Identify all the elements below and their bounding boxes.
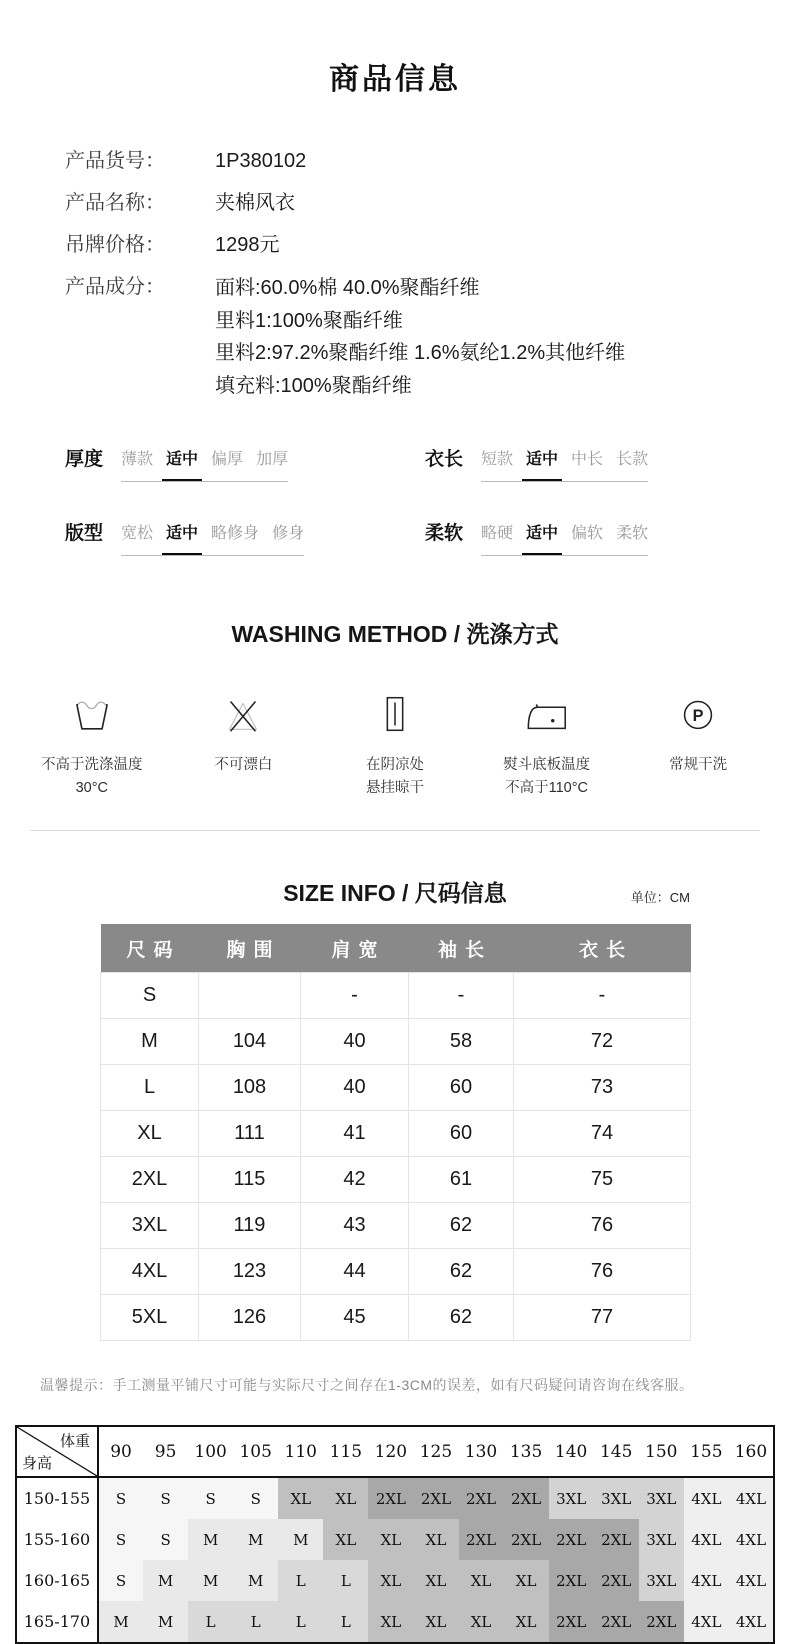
- height-weight-size-chart: [15, 1425, 775, 1644]
- size-row-4xl: 4XL 123 44 62 76: [101, 1249, 691, 1295]
- product-name-row: [65, 188, 790, 219]
- attr-option-selected: 适中: [166, 522, 198, 546]
- attr-softness: [425, 522, 648, 556]
- section-divider: [30, 830, 760, 831]
- attr-option: 宽松: [121, 525, 154, 542]
- dry-clean-icon: [675, 691, 721, 737]
- washing-item-iron: [471, 691, 623, 800]
- attr-fit: [65, 522, 425, 556]
- product-info-section: [65, 146, 790, 402]
- corner-cell: [16, 1426, 98, 1477]
- attr-option: 长款: [616, 451, 649, 468]
- measurement-note: 温馨提示：手工测量平铺尺寸可能与实际尺寸之间存在1-3CM的误差，如有尺码疑问请咨询在线客服。: [40, 1377, 694, 1393]
- size-row-l: L 108 40 60 73: [101, 1065, 691, 1111]
- attr-option: 加厚: [256, 451, 289, 468]
- attr-thickness: [65, 448, 425, 482]
- size-unit-label: 单位：CM: [630, 890, 690, 905]
- wash-basin-icon: [69, 691, 115, 737]
- product-code-row: [65, 146, 790, 177]
- attr-option: 短款: [481, 451, 514, 468]
- attr-option: 偏软: [571, 525, 604, 542]
- product-code-value: 1P380102: [215, 150, 307, 172]
- size-info-header: [0, 875, 790, 908]
- product-composition-label: 产品成分：: [65, 276, 165, 298]
- composition-line: 面料:60.0%棉 40.0%聚酯纤维: [215, 277, 480, 299]
- scale-underline: [121, 555, 304, 556]
- col-sleeve: 袖长: [409, 924, 514, 973]
- size-info-title: SIZE INFO / 尺码信息: [283, 880, 507, 906]
- iron-temp-icon: [524, 691, 570, 737]
- washing-item-label: 在阴凉处 悬挂晾干: [365, 757, 424, 796]
- attr-option: 偏厚: [211, 451, 244, 468]
- size-row-s: S - - -: [101, 973, 691, 1019]
- svg-text:P: P: [692, 707, 704, 726]
- product-name-label: 产品名称：: [65, 192, 165, 214]
- attr-option: 中长: [571, 451, 604, 468]
- scale-underline: [481, 481, 648, 482]
- scale-underline: [481, 555, 648, 556]
- size-table: [100, 924, 691, 1341]
- corner-height-label: 身高: [22, 1454, 53, 1472]
- size-row-2xl: 2XL 115 42 61 75: [101, 1157, 691, 1203]
- product-name-value: 夹棉风衣: [215, 192, 295, 214]
- attr-garment-length-label: 衣长: [425, 449, 464, 470]
- washing-item-dryclean: [622, 691, 774, 800]
- matrix-row-165-170: 165-170 M M L L L L XL XL XL XL 2XL 2XL 2XL 4XL 4XL: [16, 1601, 774, 1643]
- attributes-section: [65, 448, 725, 556]
- product-price-row: [65, 230, 790, 261]
- attr-option: 修身: [272, 525, 305, 542]
- attr-option: 略修身: [211, 525, 260, 542]
- attr-fit-scale: [121, 522, 304, 556]
- matrix-row-150-155: 150-155 S S S S XL XL 2XL 2XL 2XL 2XL 3XL 3XL 3XL 4XL 4XL: [16, 1477, 774, 1519]
- attr-row-2: [65, 522, 725, 556]
- washing-item-label: 熨斗底板温度 不高于110°C: [503, 757, 591, 796]
- hang-dry-icon: [372, 691, 418, 737]
- matrix-row-160-165: 160-165 S M M M L L XL XL XL XL 2XL 2XL 3XL 4XL 4XL: [16, 1560, 774, 1601]
- size-row-5xl: 5XL 126 45 62 77: [101, 1295, 691, 1341]
- corner-weight-label: 体重: [59, 1432, 90, 1450]
- col-bust: 胸围: [199, 924, 301, 973]
- size-row-m: M 104 40 58 72: [101, 1019, 691, 1065]
- attr-softness-label: 柔软: [425, 523, 464, 544]
- size-table-header: [101, 924, 691, 973]
- attr-thickness-scale: [121, 448, 288, 482]
- matrix-row-155-160: 155-160 S S M M M XL XL XL 2XL 2XL 2XL 2XL 3XL 4XL 4XL: [16, 1519, 774, 1560]
- col-size: 尺码: [101, 924, 199, 973]
- attr-garment-length-scale: [481, 448, 648, 482]
- washing-icons-row: [16, 691, 774, 800]
- do-not-bleach-icon: [220, 691, 266, 737]
- washing-item-temp: [16, 691, 168, 800]
- attr-option: 薄款: [121, 451, 154, 468]
- product-composition-row: [65, 272, 790, 402]
- washing-item-label: 常规干洗: [669, 757, 728, 773]
- attr-garment-length: [425, 448, 648, 482]
- attr-option: 柔软: [616, 525, 649, 542]
- scale-underline: [121, 481, 288, 482]
- composition-line: 填充料:100%聚酯纤维: [215, 374, 412, 397]
- product-code-label: 产品货号：: [65, 150, 165, 172]
- washing-item-dry: [319, 691, 471, 800]
- attr-option-selected: 适中: [526, 522, 558, 546]
- col-shoulder: 肩宽: [301, 924, 409, 973]
- page-title: 商品信息: [329, 63, 461, 96]
- weight-header-row: 体重 身高 90 95 100 105 110 115 120 125 130 135 140 145 150 155 160: [16, 1426, 774, 1477]
- product-price-value: 1298元: [215, 234, 280, 256]
- col-length: 衣长: [514, 924, 691, 973]
- attr-thickness-label: 厚度: [65, 449, 104, 470]
- washing-section-title: WASHING METHOD / 洗涤方式: [231, 621, 559, 647]
- attr-softness-scale: [481, 522, 648, 556]
- attr-fit-label: 版型: [65, 523, 104, 544]
- size-row-3xl: 3XL 119 43 62 76: [101, 1203, 691, 1249]
- washing-item-label: 不高于洗涤温度 30°C: [41, 757, 143, 796]
- attr-option-selected: 适中: [526, 448, 558, 472]
- product-price-label: 吊牌价格：: [65, 234, 165, 256]
- composition-line: 里料1:100%聚酯纤维: [215, 309, 403, 332]
- product-composition-value: [215, 272, 625, 402]
- composition-line: 里料2:97.2%聚酯纤维 1.6%氨纶1.2%其他纤维: [215, 342, 626, 364]
- attr-option-selected: 适中: [166, 448, 198, 472]
- washing-item-bleach: [168, 691, 320, 800]
- attr-option: 略硬: [481, 525, 514, 542]
- attr-row-1: [65, 448, 725, 482]
- washing-item-label: 不可漂白: [214, 757, 273, 773]
- size-row-xl: XL 111 41 60 74: [101, 1111, 691, 1157]
